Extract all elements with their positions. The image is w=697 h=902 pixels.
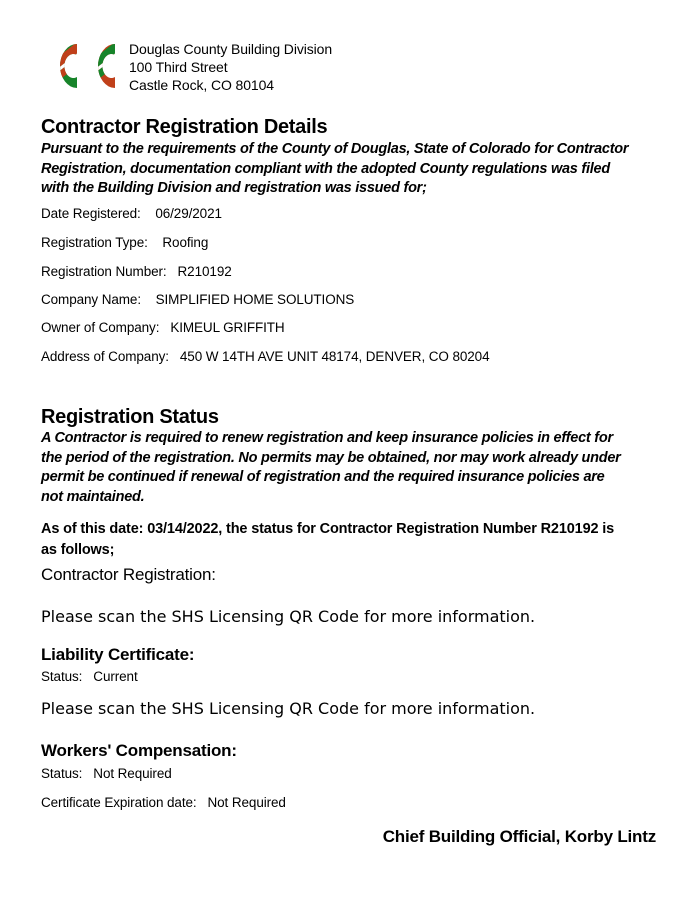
intro-line-1: Pursuant to the requirements of the County of Douglas, State of Colorado for Contractor [41,141,629,157]
liability-certificate-scan-text: Please scan the SHS Licensing QR Code for more information. [41,699,536,718]
liability-certificate-heading: Liability Certificate: [41,645,195,664]
workers-comp-expiration-row [41,795,286,810]
organization-address [129,36,332,94]
detail-label: Date Registered: [41,206,141,221]
douglas-county-logo [41,38,119,100]
as-of-line-2: as follows; [41,542,115,558]
org-name: Douglas County Building Division [129,41,333,57]
detail-value: KIMEUL GRIFFITH [170,320,285,335]
detail-label: Address of Company: [41,349,169,364]
detail-row [41,206,222,221]
signature-line: Chief Building Official, Korby Lintz [382,827,656,846]
notice-line-3: permit be continued if renewal of registration and the required insurance policies are [41,469,605,485]
registration-status-notice [41,429,666,507]
as-of-date-paragraph [41,519,661,561]
workers-comp-status-value: Not Required [93,766,172,781]
registration-details-heading: Contractor Registration Details [41,116,328,138]
detail-label: Company Name: [41,292,141,307]
liability-status-value: Current [93,669,138,684]
workers-comp-expiration-label: Certificate Expiration date: [41,795,197,810]
detail-value: 06/29/2021 [155,206,222,221]
detail-label: Registration Number: [41,264,167,279]
detail-label: Owner of Company: [41,320,160,335]
contractor-registration-scan-text: Please scan the SHS Licensing QR Code for more information. [41,607,536,626]
liability-status-row [41,669,138,684]
detail-row [41,320,285,335]
intro-line-2: Registration, documentation compliant with the adopted County regulations was filed [41,160,610,177]
registration-details-intro [41,140,666,199]
detail-row [41,264,232,279]
liability-status-label: Status: [41,669,83,684]
org-city-state-zip: Castle Rock, CO 80104 [129,77,274,93]
notice-line-1: A Contractor is required to renew registration and keep insurance policies in effect for [41,430,613,446]
workers-comp-status-label: Status: [41,766,83,781]
detail-value: 450 W 14TH AVE UNIT 48174, DENVER, CO 80204 [179,349,490,364]
notice-line-4: not maintained. [41,488,145,505]
letterhead [41,36,332,100]
org-street: 100 Third Street [129,59,228,75]
registration-status-heading: Registration Status [41,406,219,428]
notice-line-2: the period of the registration. No permits may be obtained, nor may work already under [41,449,621,466]
detail-value: SIMPLIFIED HOME SOLUTIONS [155,292,355,307]
workers-comp-expiration-value: Not Required [207,795,286,810]
as-of-line-1: As of this date: 03/14/2022, the status for Contractor Registration Number R210192 is [41,521,615,537]
workers-comp-status-row [41,766,172,781]
workers-compensation-heading: Workers' Compensation: [41,741,237,760]
detail-value: R210192 [177,264,232,279]
detail-row [41,349,490,364]
detail-row [41,235,208,250]
contractor-registration-heading: Contractor Registration: [41,565,216,584]
detail-row [41,292,354,307]
detail-value: Roofing [162,235,209,250]
intro-line-3: with the Building Division and registration was issued for; [41,180,427,196]
detail-label: Registration Type: [41,235,148,250]
